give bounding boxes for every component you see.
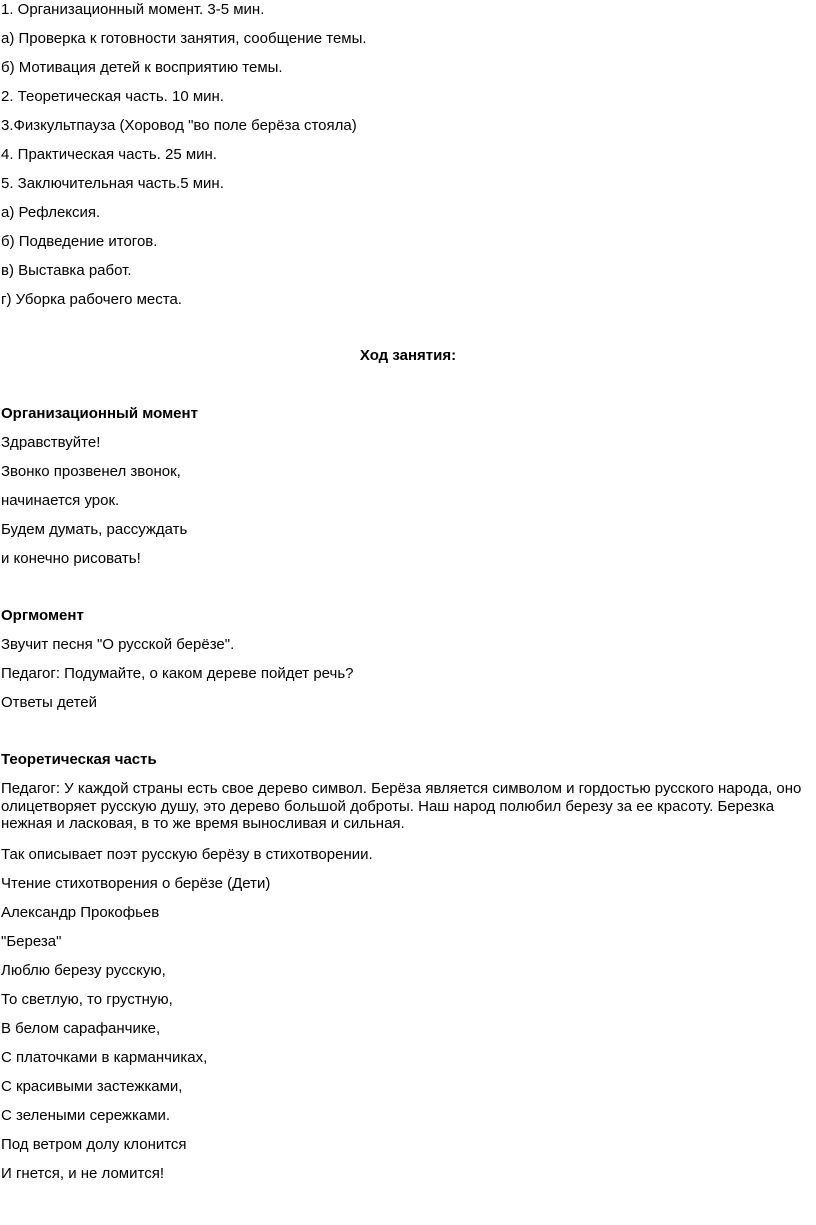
poem-line: С платочками в карманчиках, [1, 1049, 208, 1066]
poem-line: С красивыми застежками, [1, 1078, 183, 1095]
theory-heading: Теоретическая часть [1, 751, 157, 768]
poem-line: С зелеными сережками. [1, 1107, 171, 1124]
org-line: Здравствуйте! [1, 434, 101, 451]
plan-item: в) Выставка работ. [1, 262, 132, 279]
poem-author: Александр Прокофьев [1, 904, 160, 921]
plan-item: 4. Практическая часть. 25 мин. [1, 146, 217, 163]
poem-line: То светлую, то грустную, [1, 991, 173, 1008]
theory-paragraph: Педагог: У каждой страны есть свое дерево символ. Берёза является символом и гордостью русского народа, оно олицетворяет русскую душу, это дерево большой доброты. Наш народ полюбил березу за ее красоту. Березка нежная и ласковая, в то же время выносливая и сильная. [1, 780, 802, 832]
poem-line: Под ветром долу клонится [1, 1136, 187, 1153]
org-line: Будем думать, рассуждать [1, 521, 188, 538]
plan-item: а) Проверка к готовности занятия, сообщение темы. [1, 30, 367, 47]
org-heading: Организационный момент [1, 405, 198, 422]
plan-item: а) Рефлексия. [1, 204, 101, 221]
plan-item: 5. Заключительная часть.5 мин. [1, 175, 224, 192]
plan-item: б) Мотивация детей к восприятию темы. [1, 59, 283, 76]
org-line: Звонко прозвенел звонок, [1, 463, 181, 480]
poem-line: Люблю березу русскую, [1, 962, 166, 979]
theory-line: Чтение стихотворения о берёзе (Дети) [1, 875, 271, 892]
orgmoment-heading: Оргмомент [1, 607, 84, 624]
theory-line: Так описывает поэт русскую берёзу в стихотворении. [1, 846, 373, 863]
plan-item: г) Уборка рабочего места. [1, 291, 182, 308]
course-heading: Ход занятия: [359, 347, 457, 364]
orgmoment-line: Звучит песня "О русской берёзе". [1, 636, 235, 653]
poem-line: В белом сарафанчике, [1, 1020, 161, 1037]
orgmoment-line: Педагог: Подумайте, о каком дереве пойдет речь? [1, 665, 354, 682]
org-line: и конечно рисовать! [1, 550, 141, 567]
poem-title: "Береза" [1, 933, 62, 950]
org-line: начинается урок. [1, 492, 120, 509]
poem-line: И гнется, и не ломится! [1, 1165, 164, 1182]
orgmoment-line: Ответы детей [1, 694, 98, 711]
plan-item: 2. Теоретическая часть. 10 мин. [1, 88, 224, 105]
plan-item: 3.Физкультпауза (Хоровод "во поле берёза стояла) [1, 117, 357, 134]
plan-item: 1. Организационный момент. 3-5 мин. [1, 1, 265, 18]
plan-item: б) Подведение итогов. [1, 233, 158, 250]
